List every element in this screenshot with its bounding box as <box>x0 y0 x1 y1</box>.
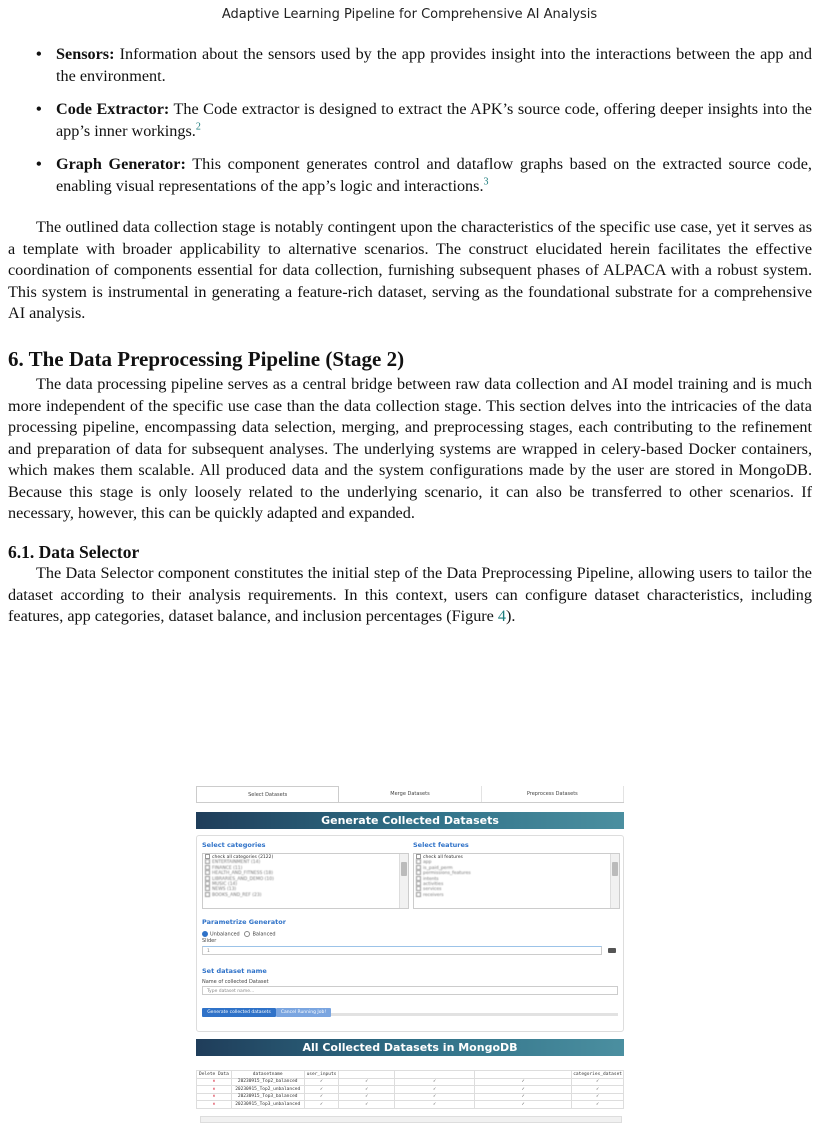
list-item-label: MUSIC (14) <box>212 881 238 887</box>
checkbox-icon[interactable] <box>205 870 210 875</box>
table-cell: 20230915_Top3_unbalanced <box>231 1101 304 1109</box>
checkbox-icon[interactable] <box>416 892 421 897</box>
list-item-label: HEALTH_AND_FITNESS (18) <box>212 871 273 877</box>
list-item-label: is_paid_perm <box>423 865 453 871</box>
table-cell: ✓ <box>395 1086 475 1094</box>
list-item-label: ENTERTAINMENT (14) <box>212 860 261 866</box>
bullet-dot: • <box>36 155 42 173</box>
paragraph-preprocessing: The data processing pipeline serves as a central bridge between raw data collection and AI model training and is much more independent of the specific use case than the data collection stage. This section delves into the intricacies of the data processing pipeline, encompassing data selection, merging, and preprocessing stages, each contributing to the refinement and preparation of data for subsequent analyses. The underlying systems are wrapped in celery-based Docker containers, which makes them scalable. All produced data and the system configurations made by the user are stored in MongoDB. Because this stage is only loosely related to the underlying scenario, it can also be transferred to other scenarios. If necessary, however, this can be quickly adapted and expanded. <box>8 375 812 522</box>
list-item-label: permissions_features <box>423 871 471 877</box>
table-cell: ✓ <box>304 1086 339 1094</box>
checkbox-icon[interactable] <box>205 881 210 886</box>
banner-collected: All Collected Datasets in MongoDB <box>196 1039 624 1056</box>
bullet-graph-generator <box>8 154 812 197</box>
paragraph-data-selector <box>8 563 812 628</box>
list-item-label: NEWS (13) <box>212 887 237 893</box>
list-item-label: activities <box>423 881 444 887</box>
bullet-text: This component generates control and dataflow graphs based on the extracted source code, enabling visual representations of the app’s logic and interactions. <box>56 155 812 195</box>
list-item-label: receivers <box>423 892 444 898</box>
table-cell: 20230915_Top2_unbalanced <box>231 1086 304 1094</box>
para-text: ). <box>506 607 516 625</box>
bullet-text: Information about the sensors used by the app provides insight into the interactions between the app and the environment. <box>56 45 812 85</box>
running-header: Adaptive Learning Pipeline for Comprehensive AI Analysis <box>221 7 598 22</box>
figure-link[interactable]: 4 <box>497 607 507 625</box>
col-header[interactable]: user_inputs <box>304 1071 339 1079</box>
subsection-heading-6-1: 6.1. Data Selector <box>8 541 140 562</box>
checkbox-icon[interactable] <box>416 859 421 864</box>
table-cell: ✓ <box>395 1093 475 1101</box>
table-cell: ✓ <box>475 1101 572 1109</box>
para-text: The Data Selector component constitutes the initial step of the Data Preprocessing Pipeline, allowing users to tailor the dataset according to their analysis requirements. In this context, users can configure dataset characteristics, including features, app categories, dataset balance, and inclusion percentages (Figure <box>8 564 812 625</box>
checkbox-icon[interactable] <box>416 876 421 881</box>
bullet-dot: • <box>36 45 42 63</box>
table-row <box>197 1078 624 1086</box>
table-cell: ✓ <box>339 1078 395 1086</box>
col-header[interactable]: categories_dataset <box>573 1071 622 1077</box>
radio-balanced[interactable] <box>244 931 250 937</box>
component-list <box>8 44 812 197</box>
datasets-table <box>196 1070 624 1109</box>
list-item-label: check all categories (2122) <box>212 855 274 860</box>
bullet-term: Code Extractor: <box>56 100 170 118</box>
table-cell: ✓ <box>395 1078 475 1086</box>
checkbox-icon[interactable] <box>205 876 210 881</box>
table-cell: ✓ <box>572 1101 624 1109</box>
bullet-sensors <box>8 44 812 87</box>
generate-button[interactable]: Generate collected datasets <box>202 1008 276 1017</box>
features-listbox[interactable] <box>413 853 620 909</box>
delete-icon[interactable]: ✕ <box>197 1078 232 1086</box>
select-features-title: Select features <box>413 841 469 849</box>
list-item-label: services <box>423 887 442 893</box>
table-cell: ✓ <box>475 1093 572 1101</box>
col-header[interactable] <box>475 1071 572 1079</box>
checkbox-icon[interactable] <box>205 892 210 897</box>
slider-input[interactable]: 1 <box>202 946 602 955</box>
scrollbar-thumb[interactable] <box>612 862 618 876</box>
table-cell: ✓ <box>572 1093 624 1101</box>
checkbox-icon[interactable] <box>416 881 421 886</box>
progress-bar <box>331 1013 618 1016</box>
table-cell: ✓ <box>475 1086 572 1094</box>
col-header[interactable]: Delete Data <box>197 1071 232 1079</box>
table-cell: 20230915_Top3_balanced <box>231 1093 304 1101</box>
delete-icon[interactable]: ✕ <box>197 1086 232 1094</box>
col-header[interactable]: datasetname <box>231 1071 304 1079</box>
table-row <box>197 1093 624 1101</box>
list-item-label: intents <box>423 876 439 882</box>
checkbox-icon[interactable] <box>416 870 421 875</box>
table-cell: ✓ <box>395 1101 475 1109</box>
footnote-marker[interactable]: 2 <box>195 121 201 133</box>
list-item-label: BOOKS_AND_REF (23) <box>212 892 262 898</box>
table-row <box>197 1101 624 1109</box>
tab-select-datasets[interactable]: Select Datasets <box>196 786 339 802</box>
table-cell: ✓ <box>304 1101 339 1109</box>
bullet-code-extractor <box>8 99 812 142</box>
paragraph-collection-summary: The outlined data collection stage is notably contingent upon the characteristics of the specific use case, yet it serves as a template with broader applicability to alternative scenarios. The construct elucidated herein facilitates the effective coordination of components essential for data collection, furnishing subsequent phases of ALPACA with a robust system. This system is instrumental in generating a feature-rich dataset, serving as the foundational substrate for a comprehensive AI analysis. <box>8 218 812 322</box>
checkbox-icon[interactable] <box>205 865 210 870</box>
list-item[interactable] <box>203 892 408 897</box>
name-label: Name of collected Dataset <box>202 979 269 985</box>
bullet-term: Graph Generator: <box>56 155 186 173</box>
checkbox-icon[interactable] <box>416 886 421 891</box>
table-cell: ✓ <box>572 1086 624 1094</box>
footnote-marker[interactable]: 3 <box>483 176 489 188</box>
cancel-job-button[interactable]: Cancel Running Job! <box>276 1008 331 1017</box>
bullet-term: Sensors: <box>56 45 115 63</box>
tab-bar <box>196 786 624 803</box>
bullet-text: The Code extractor is designed to extract the APK’s source code, offering deeper insights into the app’s inner workings. <box>56 100 812 140</box>
tab-preprocess-datasets[interactable]: Preprocess Datasets <box>482 786 624 802</box>
select-categories-title: Select categories <box>202 841 266 849</box>
radio-label: Balanced <box>252 931 276 938</box>
radio-label: Unbalanced <box>210 931 240 938</box>
list-item-label: app <box>423 860 432 866</box>
table-cell: ✓ <box>304 1093 339 1101</box>
categories-listbox[interactable] <box>202 853 409 909</box>
set-name-title: Set dataset name <box>202 967 267 975</box>
balance-radio-group <box>202 931 276 938</box>
bullet-dot: • <box>36 100 42 118</box>
figure-screenshot <box>196 786 624 1126</box>
list-item-label: check all features <box>423 855 463 860</box>
parametrize-title: Parametrize Generator <box>202 918 286 926</box>
table-cell: ✓ <box>304 1078 339 1086</box>
col-header[interactable] <box>395 1071 475 1079</box>
scrollbar-thumb[interactable] <box>401 862 407 876</box>
table-row <box>197 1086 624 1094</box>
checkbox-icon[interactable] <box>416 854 421 859</box>
table-cell: ✓ <box>339 1086 395 1094</box>
table-header-row <box>197 1071 624 1079</box>
radio-unbalanced[interactable] <box>202 931 208 937</box>
page-body <box>8 44 812 628</box>
list-item[interactable] <box>414 892 619 897</box>
table-cell: ✓ <box>339 1101 395 1109</box>
section-heading-6: 6. The Data Preprocessing Pipeline (Stage 2) <box>8 346 405 371</box>
keyboard-icon[interactable] <box>608 948 616 953</box>
table-cell: ✓ <box>339 1093 395 1101</box>
tab-merge-datasets[interactable]: Merge Datasets <box>339 786 481 802</box>
checkbox-icon[interactable] <box>205 854 210 859</box>
table-cell: 20230915_Top2_balanced <box>231 1078 304 1086</box>
scrollbar[interactable] <box>610 854 619 908</box>
slider-label: Slider <box>202 938 217 944</box>
table-cell: ✓ <box>572 1078 624 1086</box>
col-header[interactable] <box>339 1071 395 1079</box>
table-cell: ✓ <box>475 1078 572 1086</box>
checkbox-icon[interactable] <box>416 865 421 870</box>
list-item-label: FINANCE (11) <box>212 865 243 871</box>
dataset-name-input[interactable]: Type dataset name... <box>202 986 618 995</box>
banner-generate: Generate Collected Datasets <box>196 812 624 829</box>
scrollbar[interactable] <box>399 854 408 908</box>
table-scrollbar[interactable] <box>200 1116 622 1123</box>
list-item-label: LIBRARIES_AND_DEMO (10) <box>212 876 274 882</box>
generator-panel <box>196 835 624 1032</box>
checkbox-icon[interactable] <box>205 886 210 891</box>
checkbox-icon[interactable] <box>205 859 210 864</box>
delete-icon[interactable]: ✕ <box>197 1093 232 1101</box>
delete-icon[interactable]: ✕ <box>197 1101 232 1109</box>
